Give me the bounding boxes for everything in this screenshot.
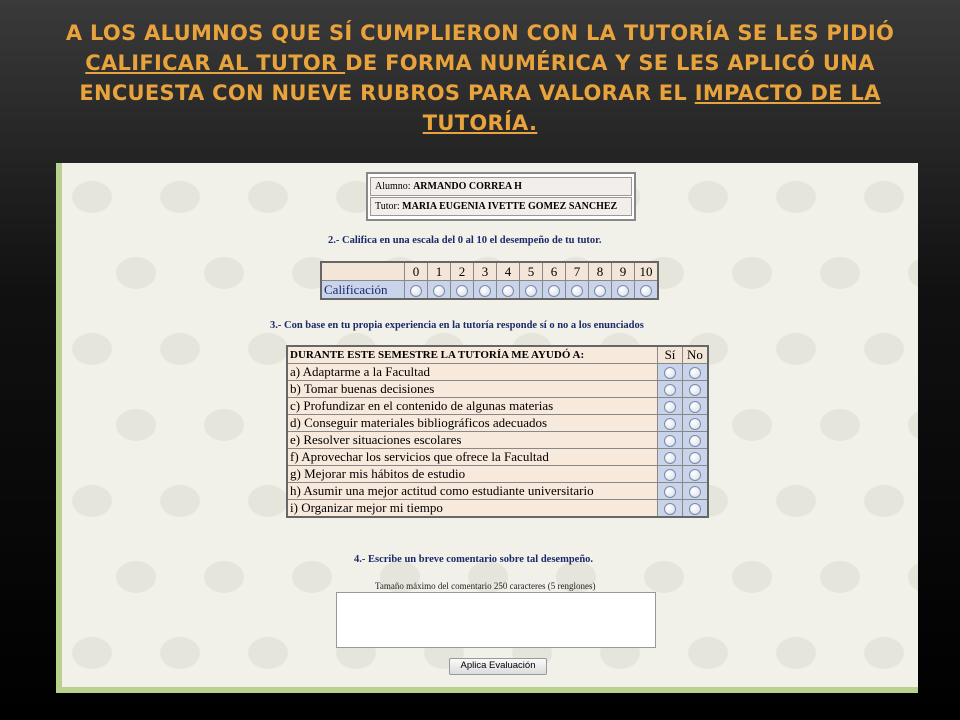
no-radio[interactable]	[689, 452, 701, 464]
yes-cell	[658, 483, 683, 500]
no-cell	[683, 483, 709, 500]
rating-radio-7[interactable]	[571, 285, 583, 297]
no-header: No	[683, 346, 709, 364]
yn-item-label: h) Asumir una mejor actitud como estudiante universitario	[287, 483, 658, 500]
yn-item-label: i) Organizar mejor mi tiempo	[287, 500, 658, 518]
scale-value-10: 10	[635, 262, 659, 281]
rating-radio-2[interactable]	[456, 285, 468, 297]
watermark-logo	[248, 181, 288, 213]
yn-item-label: e) Resolver situaciones escolares	[287, 432, 658, 449]
comment-hint: Tamaño máximo del comentario 250 caracteres (5 renglones)	[375, 581, 596, 591]
frame-bottom-bar	[62, 687, 918, 693]
watermark-logo	[908, 561, 918, 593]
watermark-logo	[776, 637, 816, 669]
no-cell	[683, 364, 709, 381]
watermark-logo	[864, 333, 904, 365]
no-radio[interactable]	[689, 367, 701, 379]
title-underlined-1: CALIFICAR AL TUTOR	[85, 51, 346, 75]
watermark-logo	[864, 485, 904, 517]
scale-cell-5	[520, 281, 543, 300]
yes-radio[interactable]	[664, 418, 676, 430]
watermark-logo	[72, 181, 112, 213]
watermark-logo	[908, 257, 918, 289]
scale-value-2: 2	[451, 262, 474, 281]
scale-value-6: 6	[543, 262, 566, 281]
watermark-logo	[116, 257, 156, 289]
yn-item-row	[287, 364, 708, 381]
scale-value-8: 8	[589, 262, 612, 281]
watermark-logo	[160, 485, 200, 517]
yn-item-row	[287, 466, 708, 483]
yes-radio[interactable]	[664, 469, 676, 481]
scale-header-row	[321, 262, 658, 281]
watermark-logo	[292, 561, 332, 593]
scale-cell-6	[543, 281, 566, 300]
yes-radio[interactable]	[664, 452, 676, 464]
tutor-label: Tutor:	[375, 201, 400, 212]
no-cell	[683, 500, 709, 518]
watermark-logo	[820, 257, 860, 289]
yes-radio[interactable]	[664, 486, 676, 498]
rating-radio-6[interactable]	[548, 285, 560, 297]
no-cell	[683, 381, 709, 398]
submit-evaluation-button[interactable]: Aplica Evaluación	[449, 658, 547, 675]
no-radio[interactable]	[689, 435, 701, 447]
yes-radio[interactable]	[664, 401, 676, 413]
yes-cell	[658, 398, 683, 415]
scale-cell-8	[589, 281, 612, 300]
yn-item-label: f) Aprovechar los servicios que ofrece la Facultad	[287, 449, 658, 466]
no-radio[interactable]	[689, 384, 701, 396]
watermark-logo	[776, 485, 816, 517]
scale-value-7: 7	[566, 262, 589, 281]
yn-item-label: d) Conseguir materiales bibliográficos adecuados	[287, 415, 658, 432]
watermark-logo	[160, 181, 200, 213]
yn-item-row	[287, 500, 708, 518]
slide-title	[60, 18, 900, 138]
rating-radio-9[interactable]	[617, 285, 629, 297]
rating-radio-5[interactable]	[525, 285, 537, 297]
scale-cell-4	[497, 281, 520, 300]
title-text-1: A LOS ALUMNOS QUE SÍ CUMPLIERON CON LA TUTORÍA SE LES PIDIÓ	[65, 21, 895, 45]
scale-value-1: 1	[428, 262, 451, 281]
watermark-logo	[72, 333, 112, 365]
watermark-logo	[820, 409, 860, 441]
scale-value-4: 4	[497, 262, 520, 281]
tutor-name: MARIA EUGENIA IVETTE GOMEZ SANCHEZ	[402, 201, 618, 212]
watermark-logo	[688, 637, 728, 669]
no-cell	[683, 466, 709, 483]
scale-cell-2	[451, 281, 474, 300]
no-radio[interactable]	[689, 469, 701, 481]
scale-value-0: 0	[405, 262, 428, 281]
rating-radio-8[interactable]	[594, 285, 606, 297]
scale-value-3: 3	[474, 262, 497, 281]
no-radio[interactable]	[689, 486, 701, 498]
yn-item-label: c) Profundizar en el contenido de algunas materias	[287, 398, 658, 415]
watermark-logo	[160, 333, 200, 365]
scale-cell-3	[474, 281, 497, 300]
watermark-logo	[116, 561, 156, 593]
scale-row-label: Calificación	[321, 281, 405, 300]
tutor-row	[370, 197, 632, 216]
yn-item-row	[287, 483, 708, 500]
watermark-logo	[688, 181, 728, 213]
watermark-logo	[204, 409, 244, 441]
yn-item-row	[287, 432, 708, 449]
title-text-2: DE FORMA NUMÉRICA Y SE LES APLICÓ UNA ENCUESTA CON NUEVE RUBROS PARA VALORAR EL	[79, 51, 875, 105]
comment-textarea[interactable]	[336, 592, 656, 648]
no-radio[interactable]	[689, 418, 701, 430]
scale-cell-1	[428, 281, 451, 300]
no-cell	[683, 415, 709, 432]
scale-header-blank	[321, 262, 405, 281]
no-cell	[683, 398, 709, 415]
rating-scale-table	[320, 261, 659, 300]
watermark-logo	[160, 637, 200, 669]
no-radio[interactable]	[689, 503, 701, 515]
watermark-logo	[732, 409, 772, 441]
watermark-logo	[864, 181, 904, 213]
watermark-logo	[732, 561, 772, 593]
student-label: Alumno:	[375, 181, 411, 192]
yn-header-row	[287, 346, 708, 364]
yes-no-table	[286, 345, 709, 518]
yn-header: DURANTE ESTE SEMESTRE LA TUTORÍA ME AYUDÓ A:	[287, 346, 658, 364]
watermark-logo	[776, 333, 816, 365]
no-cell	[683, 432, 709, 449]
rating-radio-3[interactable]	[479, 285, 491, 297]
scale-cell-10	[635, 281, 659, 300]
watermark-logo	[732, 257, 772, 289]
yes-cell	[658, 415, 683, 432]
question-4: 4.- Escribe un breve comentario sobre tal desempeño.	[354, 554, 594, 565]
yes-cell	[658, 432, 683, 449]
yes-radio[interactable]	[664, 503, 676, 515]
survey-screenshot	[56, 163, 918, 693]
yes-radio[interactable]	[664, 435, 676, 447]
watermark-logo	[204, 257, 244, 289]
watermark-logo	[248, 637, 288, 669]
yn-item-label: a) Adaptarme a la Facultad	[287, 364, 658, 381]
yn-item-row	[287, 398, 708, 415]
watermark-logo	[908, 409, 918, 441]
scale-cell-0	[405, 281, 428, 300]
rating-radio-10[interactable]	[640, 285, 652, 297]
yes-cell	[658, 381, 683, 398]
watermark-logo	[248, 485, 288, 517]
scale-radio-row	[321, 281, 658, 300]
watermark-logo	[864, 637, 904, 669]
yes-cell	[658, 364, 683, 381]
rating-radio-1[interactable]	[433, 285, 445, 297]
yn-item-row	[287, 449, 708, 466]
title-underlined-2: IMPACTO DE LA TUTORÍA.	[422, 81, 881, 135]
watermark-logo	[72, 485, 112, 517]
student-name: ARMANDO CORREA H	[413, 181, 522, 192]
yes-header: Sí	[658, 346, 683, 364]
watermark-logo	[72, 637, 112, 669]
yn-item-label: b) Tomar buenas decisiones	[287, 381, 658, 398]
watermark-logo	[248, 333, 288, 365]
student-row	[370, 177, 632, 196]
yes-radio[interactable]	[664, 384, 676, 396]
watermark-logo	[776, 181, 816, 213]
scale-value-9: 9	[612, 262, 635, 281]
question-3: 3.- Con base en tu propia experiencia en la tutoría responde sí o no a los enunciados	[270, 320, 644, 331]
watermark-logo	[116, 409, 156, 441]
yn-item-label: g) Mejorar mis hábitos de estudio	[287, 466, 658, 483]
yes-cell	[658, 500, 683, 518]
yes-radio[interactable]	[664, 367, 676, 379]
scale-value-5: 5	[520, 262, 543, 281]
yes-cell	[658, 466, 683, 483]
watermark-logo	[644, 561, 684, 593]
yn-item-row	[287, 415, 708, 432]
rating-radio-4[interactable]	[502, 285, 514, 297]
no-radio[interactable]	[689, 401, 701, 413]
scale-cell-9	[612, 281, 635, 300]
yes-cell	[658, 449, 683, 466]
watermark-logo	[820, 561, 860, 593]
yn-item-row	[287, 381, 708, 398]
no-cell	[683, 449, 709, 466]
scale-cell-7	[566, 281, 589, 300]
watermark-logo	[204, 561, 244, 593]
student-info-box	[366, 172, 636, 221]
rating-radio-0[interactable]	[410, 285, 422, 297]
question-2: 2.- Califica en una escala del 0 al 10 el desempeño de tu tutor.	[328, 235, 602, 246]
